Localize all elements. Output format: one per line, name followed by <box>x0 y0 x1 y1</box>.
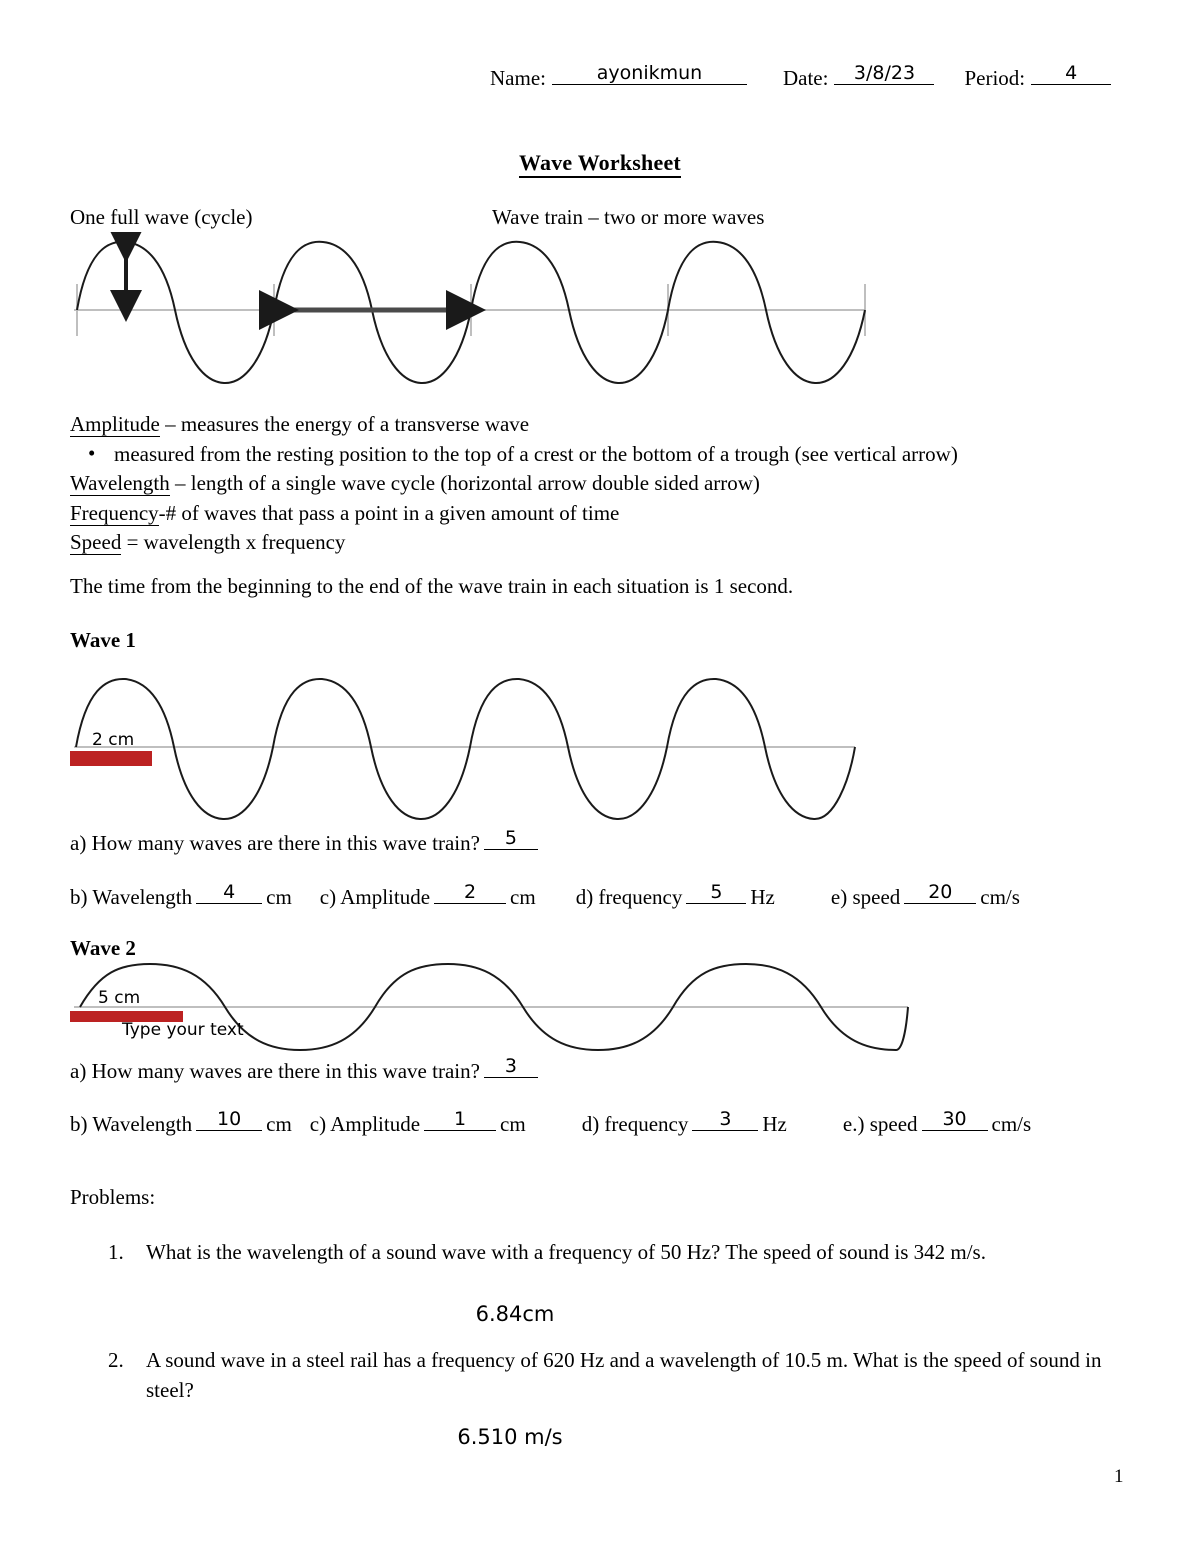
wave2-qd-unit: Hz <box>762 1112 787 1136</box>
wave1-highlight-bar <box>69 750 153 767</box>
wave2-qc-answer: 1 <box>453 1108 467 1130</box>
wave2-qa-label: a) How many waves are there in this wave train? <box>70 1059 480 1083</box>
bullet-icon: • <box>88 440 96 465</box>
wave1-qe-label: e) speed <box>830 885 901 909</box>
wave1-question-a <box>70 829 542 856</box>
wave1-qa-answer: 5 <box>504 827 517 849</box>
wave2-question-row-b-e <box>70 1110 1031 1137</box>
term-speed: Speed <box>70 530 122 554</box>
wave2-qd-answer: 3 <box>719 1108 732 1130</box>
wave2-qd-label: d) frequency <box>581 1112 689 1136</box>
wave-diagram-top-svg <box>60 232 880 392</box>
name-field-group <box>490 64 747 91</box>
wave1-qe-blank[interactable] <box>904 883 976 904</box>
student-info-header <box>490 64 1140 91</box>
wave-curve <box>77 242 865 383</box>
wave2-qb-label: b) Wavelength <box>70 1112 193 1136</box>
wave2-diagram <box>60 962 920 1052</box>
wave2-qa-answer: 3 <box>504 1055 517 1077</box>
name-label: Name: <box>490 66 546 90</box>
problem-item <box>108 1345 1138 1405</box>
wave2-qd-blank[interactable] <box>692 1110 758 1131</box>
wave2-question-a <box>70 1057 542 1084</box>
page-number: 1 <box>1114 1466 1124 1487</box>
wave2-qb-blank[interactable] <box>196 1110 262 1131</box>
wave1-qb-label: b) Wavelength <box>70 885 193 909</box>
wave1-svg <box>60 672 870 822</box>
wave2-heading: Wave 2 <box>70 936 136 960</box>
wave1-qd-label: d) frequency <box>575 885 683 909</box>
wave2-qb-unit: cm <box>266 1112 292 1136</box>
wave2-placeholder-text[interactable]: Type your text <box>122 1020 244 1040</box>
wave1-qb-blank[interactable] <box>196 883 262 904</box>
definition-speed-text: = wavelength x frequency <box>121 530 346 554</box>
wave1-qe-unit: cm/s <box>980 885 1020 909</box>
definition-frequency <box>70 499 1130 529</box>
wave1-qb-answer: 4 <box>223 881 236 903</box>
wave2-qb-answer: 10 <box>217 1108 242 1130</box>
wave2-amplitude-label: 5 cm <box>98 988 141 1008</box>
wave2-qc-blank[interactable] <box>424 1110 496 1131</box>
definition-amplitude-bullet <box>70 440 1130 470</box>
wave1-qb-unit: cm <box>266 885 292 909</box>
problem-1-answer: 6.84cm <box>475 1302 555 1326</box>
timing-note: The time from the beginning to the end of the wave train in each situation is 1 second. <box>70 574 794 598</box>
wave2-qc-label: c) Amplitude <box>309 1112 421 1136</box>
definition-speed <box>70 528 1130 558</box>
date-field-group <box>783 64 934 91</box>
name-value: ayonikmun <box>596 62 703 84</box>
wave2-qe-answer: 30 <box>942 1108 967 1130</box>
problem-2-answer: 6.510 m/s <box>457 1425 563 1449</box>
wave2-qe-label: e.) speed <box>842 1112 918 1136</box>
wave1-qd-unit: Hz <box>750 885 775 909</box>
definition-frequency-text: -# of waves that pass a point in a given amount of time <box>158 500 620 525</box>
definition-amplitude <box>70 410 1130 440</box>
wave1-amplitude-label: 2 cm <box>92 730 135 750</box>
problem-1-text: What is the wavelength of a sound wave with a frequency of 50 Hz? The speed of sound is 342 m/s. <box>146 1240 986 1264</box>
wave1-qe-answer: 20 <box>928 881 953 903</box>
page-title <box>0 150 1200 176</box>
wave1-question-row-b-e <box>70 883 1020 910</box>
wave2-qe-unit: cm/s <box>991 1112 1032 1136</box>
wave1-qa-label: a) How many waves are there in this wave train? <box>70 831 480 855</box>
wave2-qc-unit: cm <box>500 1112 526 1136</box>
caption-wave-train: Wave train – two or more waves <box>492 205 765 229</box>
date-input-blank[interactable] <box>834 64 934 85</box>
definition-amplitude-text: – measures the energy of a transverse wave <box>159 412 530 436</box>
name-input-blank[interactable] <box>552 64 747 85</box>
problem-2-text: A sound wave in a steel rail has a frequency of 620 Hz and a wavelength of 10.5 m. What is the speed of sound in steel? <box>146 1348 1102 1402</box>
wave1-qc-blank[interactable] <box>434 883 506 904</box>
definition-wavelength-text: – length of a single wave cycle (horizontal arrow double sided arrow) <box>169 471 760 495</box>
caption-one-full-wave: One full wave (cycle) <box>70 205 253 229</box>
problem-2-number: 2. <box>108 1348 124 1372</box>
definition-bullet-text: measured from the resting position to the top of a crest or the bottom of a trough (see vertical arrow) <box>114 441 958 466</box>
wave-diagram-top <box>60 232 880 392</box>
wave1-qd-blank[interactable] <box>686 883 746 904</box>
definitions-block <box>70 410 1130 558</box>
term-frequency: Frequency <box>70 500 159 525</box>
period-field-group <box>964 64 1111 91</box>
wave1-qd-answer: 5 <box>710 881 723 903</box>
wave1-curve <box>76 679 855 819</box>
wave2-qe-blank[interactable] <box>922 1110 988 1131</box>
page-title-text: Wave Worksheet <box>519 150 681 178</box>
problems-heading: Problems: <box>70 1185 156 1209</box>
period-label: Period: <box>964 66 1026 90</box>
wave1-heading: Wave 1 <box>70 628 136 652</box>
term-amplitude: Amplitude <box>70 412 160 436</box>
term-wavelength: Wavelength <box>70 471 170 495</box>
date-value: 3/8/23 <box>853 62 916 84</box>
wave1-qc-unit: cm <box>510 885 536 909</box>
definition-wavelength <box>70 469 1130 499</box>
wave1-qc-label: c) Amplitude <box>319 885 431 909</box>
period-value: 4 <box>1065 62 1078 84</box>
wave1-qc-answer: 2 <box>463 881 477 903</box>
wave1-qa-blank[interactable] <box>484 829 538 850</box>
problem-item <box>108 1237 1138 1267</box>
date-label: Date: <box>782 66 829 90</box>
wave2-qa-blank[interactable] <box>484 1057 538 1078</box>
wave1-diagram <box>60 672 870 822</box>
period-input-blank[interactable] <box>1031 64 1111 85</box>
problem-1-number: 1. <box>108 1240 124 1264</box>
